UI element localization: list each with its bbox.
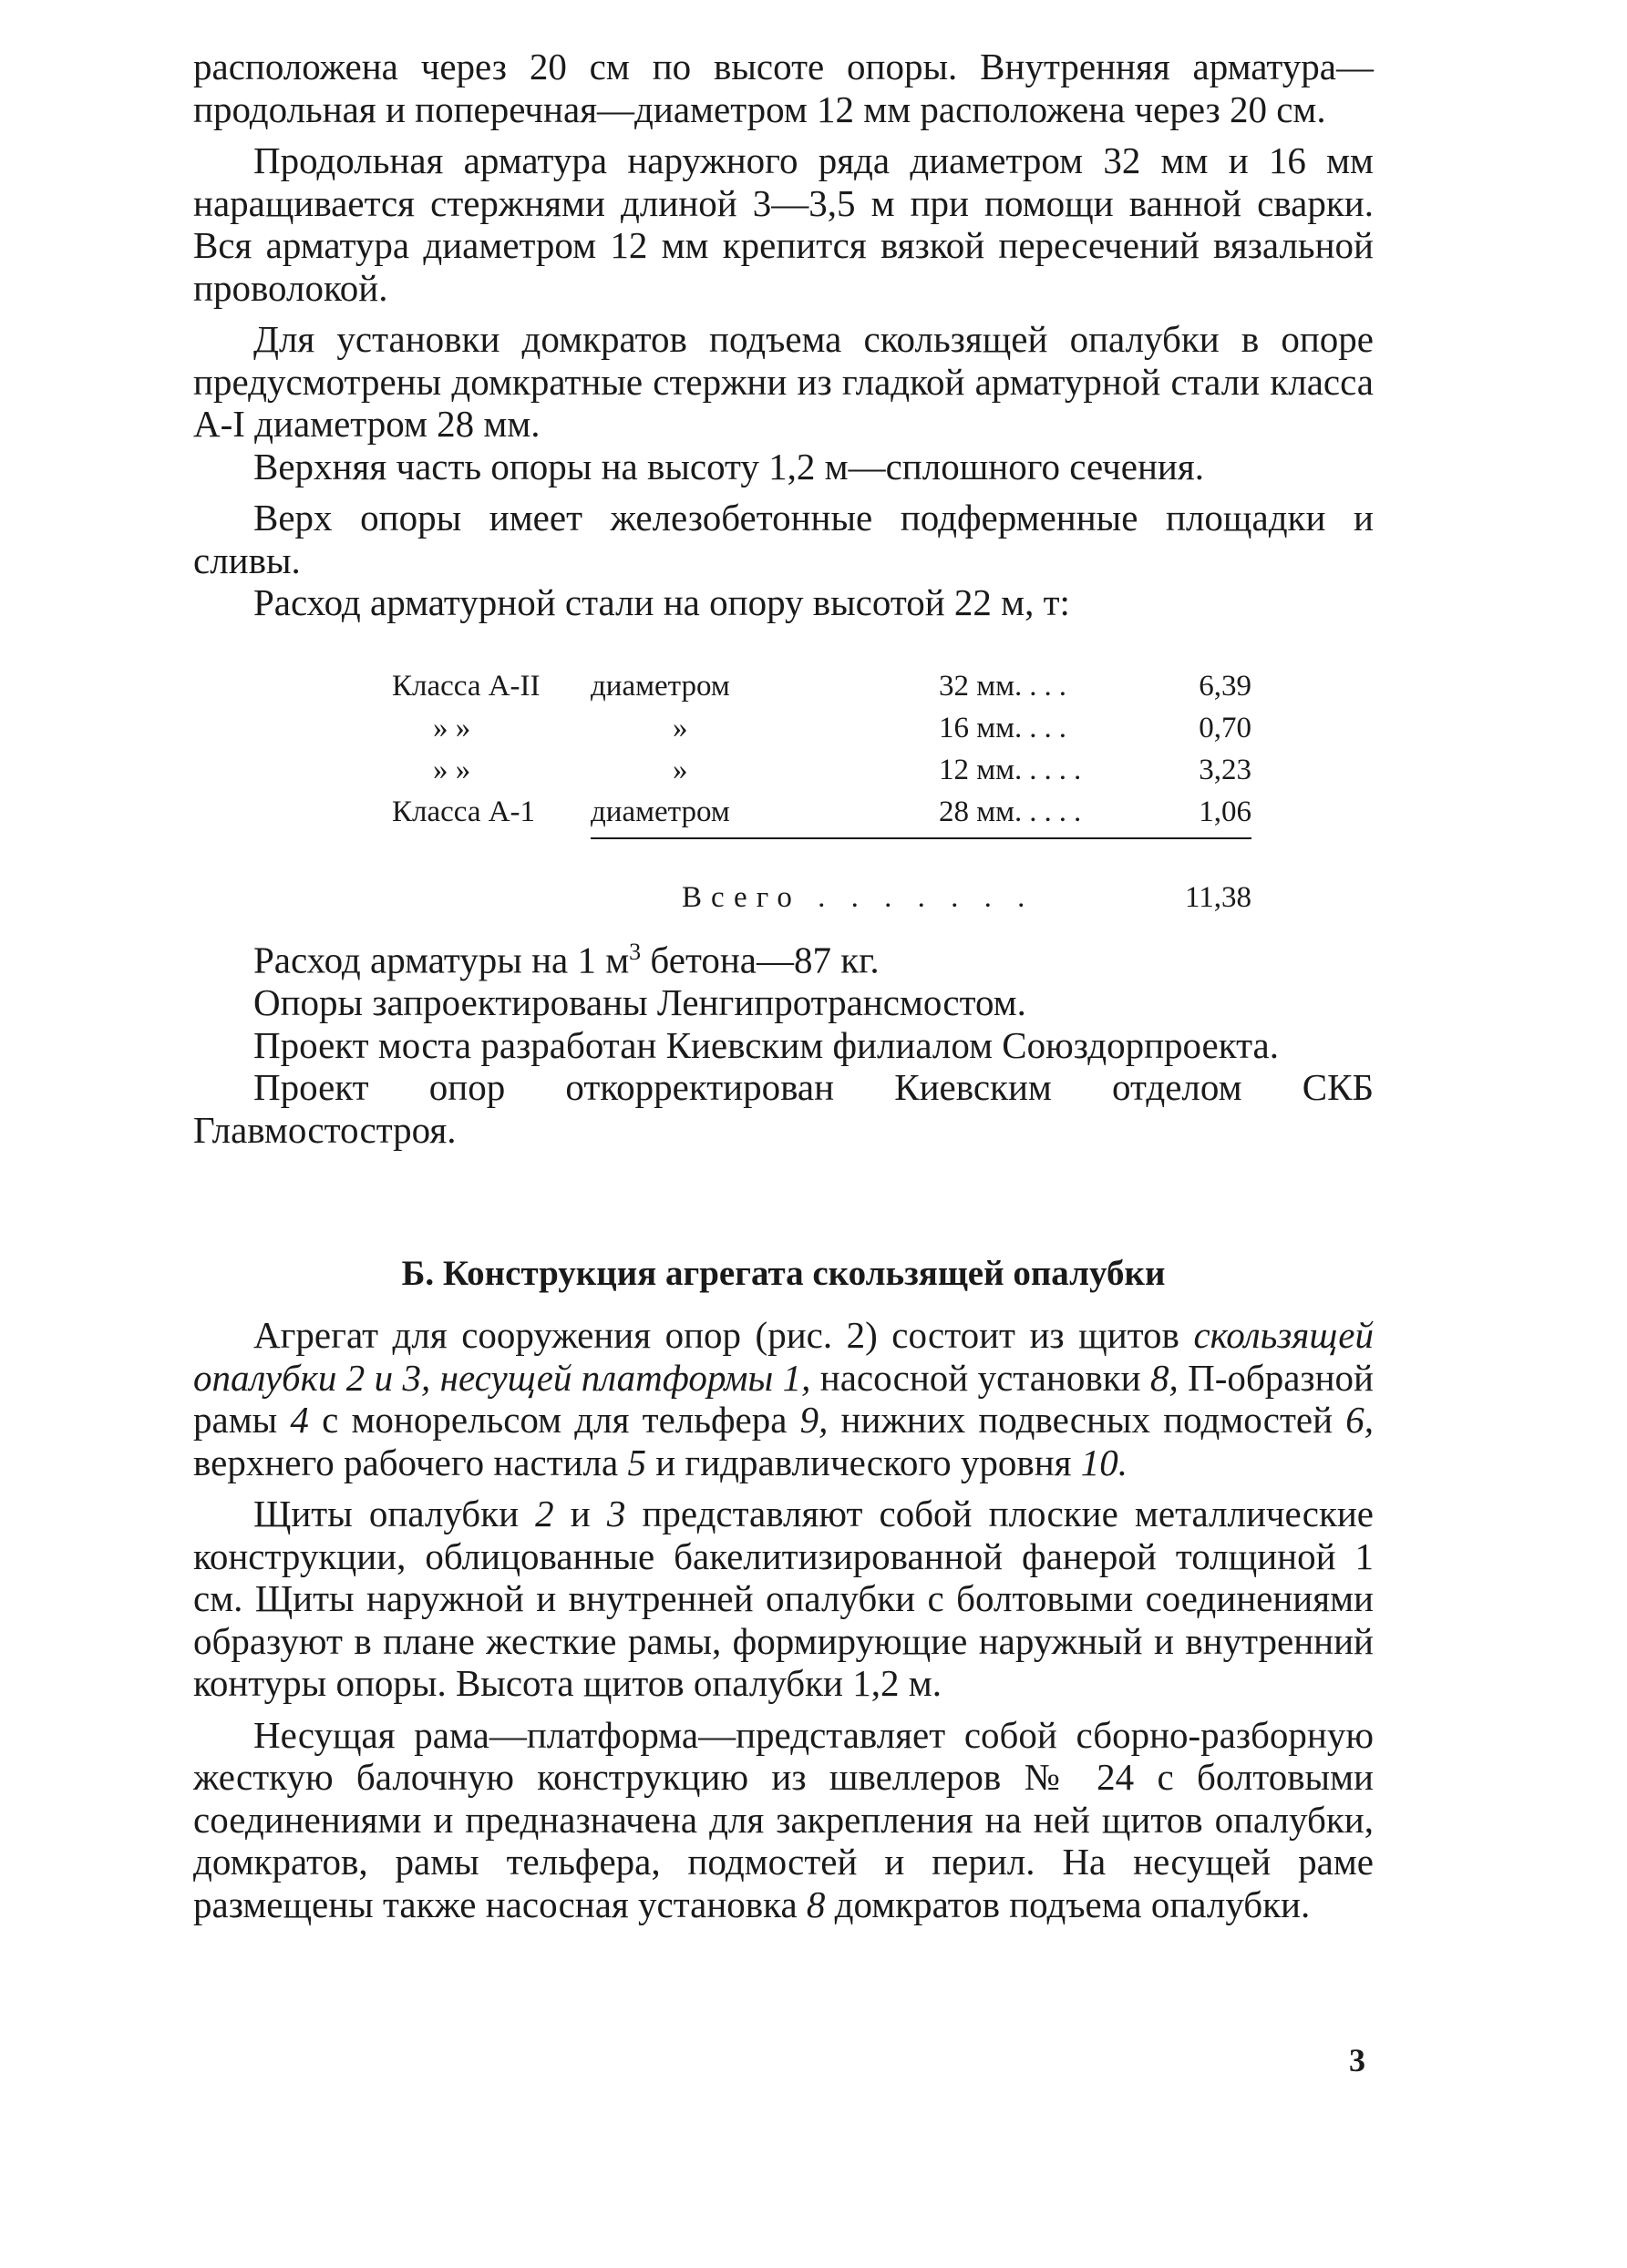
size-cell: 32 мм: [938, 670, 1014, 703]
text-span: насосной установки: [810, 1356, 1150, 1399]
paragraph-bridge-project: Проект моста разработан Киевским филиалом Союздорпроекта.: [253, 1023, 1279, 1066]
paragraph-steel-consumption-intro: Расход арматурной стали на опору высотой 22 м, т:: [253, 581, 1070, 623]
size-cell: 16 мм: [938, 712, 1014, 744]
text-span: и гидравлического уровня: [645, 1441, 1081, 1483]
concrete-ratio-suffix: бетона—87 кг.: [641, 939, 880, 981]
page-number: 3: [1349, 2042, 1365, 2078]
paragraph-top-of-support: Верх опоры имеет железобетонные подферменные площадки и сливы.: [193, 497, 1374, 581]
class-cell: Класса А-1: [392, 795, 536, 828]
paragraph-jack-rods: Для установки домкратов подъема скользящей опалубки в опоре предусмотрены домкратные стержни из гладкой арматурной стали класса А-I диаметром 28 мм.: [193, 318, 1374, 445]
italic-span: 8: [806, 1883, 826, 1925]
table-row: [392, 795, 1251, 838]
text-span: Несущая рама—платформа—представляет собой сборно-разборную жесткую балочную конструкцию из швеллеров № 24 с болтовыми соединениями и предназначена для закрепления на ней щитов опалубки, домкратов, рамы тельфера, подмостей и перил. На несущей раме размещены также насосная установка: [193, 1713, 1374, 1925]
italic-span: 2: [535, 1493, 554, 1535]
value-cell: 1,06: [1199, 795, 1251, 828]
size-cell: 28 мм: [938, 795, 1014, 828]
italic-span: 10.: [1080, 1441, 1128, 1483]
paragraph-carrying-frame: [193, 1714, 1374, 1926]
paragraph-concrete-ratio: [193, 931, 1374, 981]
class-cell: » »: [433, 712, 471, 744]
text-span: верхнего рабочего настила: [193, 1441, 628, 1483]
steel-consumption-table: [392, 670, 1251, 923]
paragraph-formwork-panels: [193, 1493, 1374, 1705]
cubic-superscript: 3: [629, 939, 642, 965]
paragraph-supports-project: Проект опор откорректирован Киевским отделом СКБ Главмостостроя.: [193, 1066, 1374, 1151]
size-cell: 12 мм: [938, 754, 1014, 786]
paragraph-designed-by: Опоры запроектированы Ленгипротрансмостом.: [253, 981, 1026, 1024]
text-span: домкратов подъема опалубки.: [825, 1883, 1311, 1925]
section-heading: Б. Конструкция агрегата скользящей опалубки: [401, 1254, 1166, 1294]
value-cell: 0,70: [1199, 712, 1251, 744]
table-row: [392, 712, 1251, 754]
total-value: 11,38: [1184, 881, 1251, 914]
desc-cell: »: [673, 712, 688, 744]
italic-span: скользящей опалубки 2 и 3, несущей платформы 1,: [193, 1314, 1374, 1399]
table-total-rule: [392, 838, 1251, 881]
paragraph-continuation: расположена через 20 см по высоте опоры. Внутренняя арматура—продольная и поперечная—диаметром 12 мм расположена через 20 см.: [193, 46, 1374, 130]
text-span: с монорельсом для тельфера: [308, 1399, 800, 1442]
dots-cell: ....: [1014, 670, 1074, 703]
value-cell: 3,23: [1199, 754, 1251, 786]
paragraph-aggregate: [193, 1314, 1374, 1483]
text-span: и: [553, 1493, 607, 1535]
concrete-ratio-prefix: Расход арматуры на 1 м: [253, 939, 630, 981]
table-total-row: [392, 881, 1251, 923]
upper-text-block: [193, 46, 1374, 624]
dots-cell: .....: [1014, 795, 1089, 828]
lower-text-block: [193, 931, 1374, 1925]
text-span: П-образной рамы: [193, 1356, 1375, 1442]
desc-cell: »: [673, 754, 688, 786]
class-cell: Класса А-II: [392, 670, 541, 703]
table-row: [392, 754, 1251, 795]
italic-span: 3: [606, 1493, 626, 1535]
desc-cell: диаметром: [591, 795, 730, 828]
dots-cell: .....: [1014, 754, 1089, 786]
paragraph-upper-part: Верхняя часть опоры на высоту 1,2 м—сплошного сечения.: [253, 445, 1204, 487]
italic-span: 8,: [1149, 1356, 1179, 1399]
text-span: представляют собой плоские металлические конструкции, облицованные бакелитизированной фанерой толщиной 1 см. Щиты наружной и внутренней опалубки с болтовыми соединениями образуют в плане жесткие рамы, формирующие наружный и внутренний контуры опоры. Высота щитов опалубки 1,2 м.: [193, 1493, 1374, 1705]
italic-span: 9,: [799, 1399, 829, 1442]
dots-cell: ....: [1014, 712, 1074, 744]
value-cell: 6,39: [1199, 670, 1251, 703]
text-span: Щиты опалубки: [253, 1493, 536, 1535]
italic-span: 6,: [1345, 1399, 1374, 1442]
class-cell: » »: [433, 754, 471, 786]
italic-span: 5: [627, 1441, 646, 1483]
text-span: Агрегат для сооружения опор (рис. 2) состоит из щитов: [253, 1314, 1194, 1357]
table-row: [392, 670, 1251, 712]
paragraph-longitudinal-rebar: Продольная арматура наружного ряда диаметром 32 мм и 16 мм наращивается стержнями длиной 3—3,5 м при помощи ванной сварки. Вся арматура диаметром 12 мм крепится вязкой пересечений вязальной проволокой.: [193, 139, 1374, 309]
desc-cell: диаметром: [591, 670, 730, 703]
total-label: Всего . . . . . . .: [682, 881, 1035, 914]
text-span: нижних подвесных подмостей: [828, 1399, 1346, 1442]
italic-span: 4: [290, 1399, 309, 1442]
